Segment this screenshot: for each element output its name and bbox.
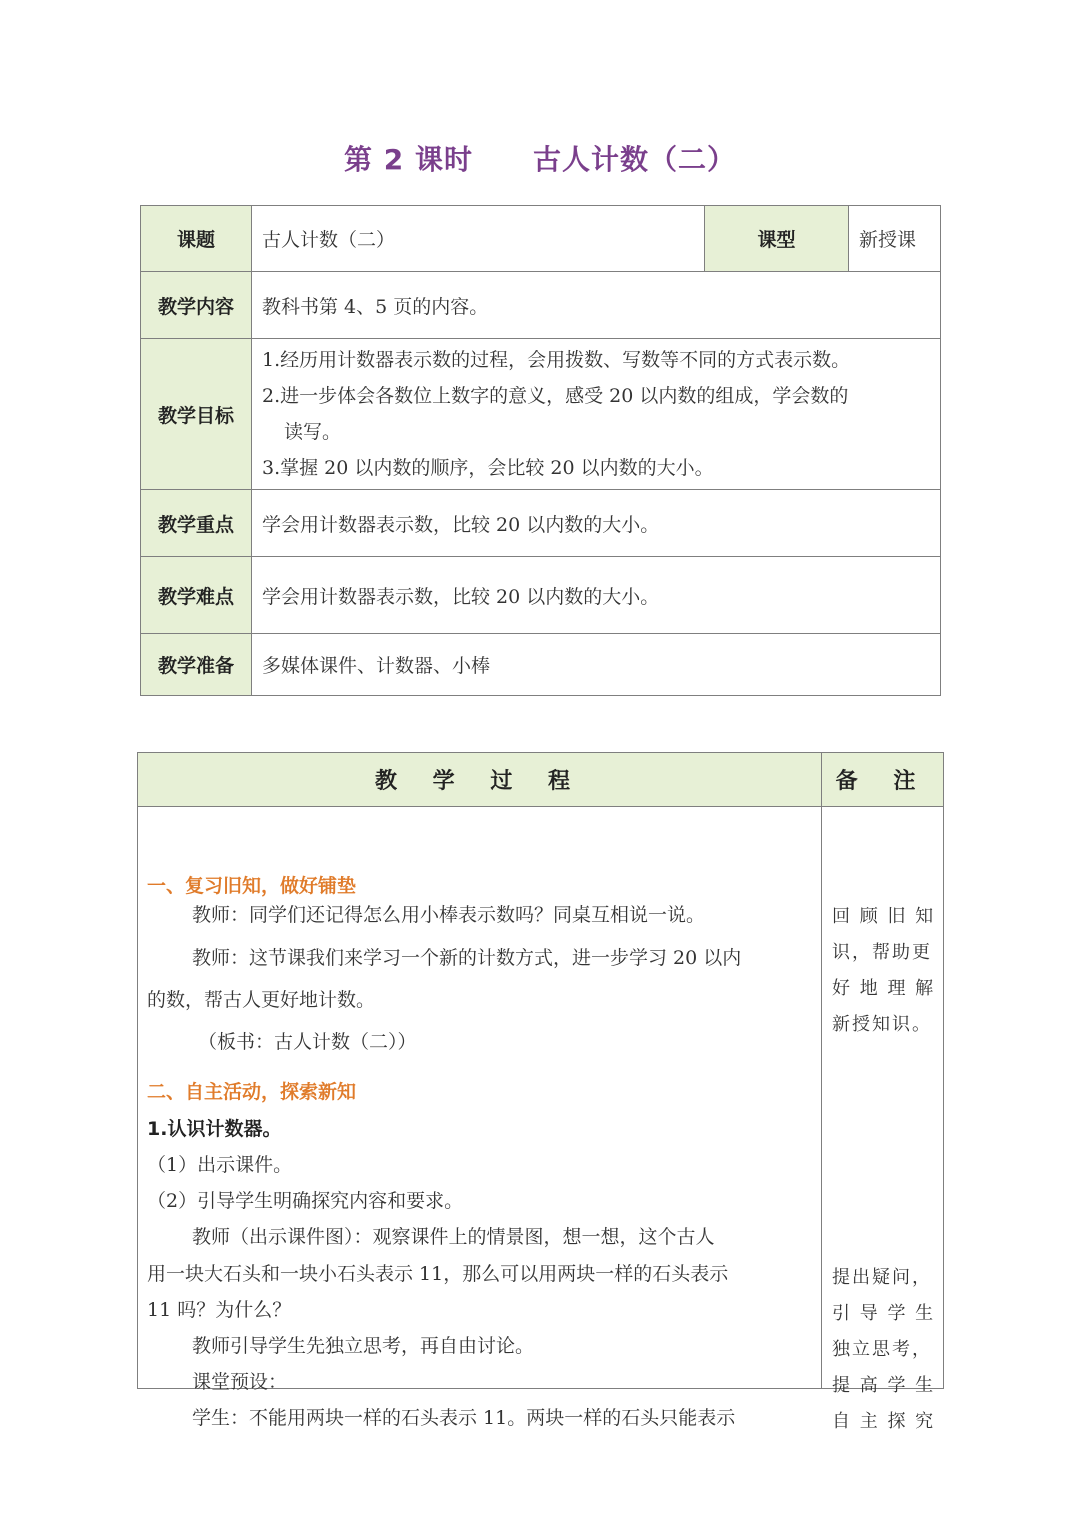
- type-label: 课型: [705, 206, 849, 272]
- topic-row: [141, 206, 941, 272]
- process-text: 学生：不能用两块一样的石头表示 11。两块一样的石头只能表示: [192, 1407, 736, 1429]
- section-heading: 二、自主活动，探索新知: [147, 1081, 357, 1103]
- goal-item: 3.掌握 20 以内数的顺序，会比较 20 以内数的大小。: [262, 457, 714, 479]
- process-text: 11 吗？为什么？: [147, 1299, 292, 1321]
- content-value: 教科书第 4、5 页的内容。: [252, 272, 941, 339]
- process-text: 教师：这节课我们来学习一个新的计数方式，进一步学习 20 以内: [192, 947, 742, 969]
- note-line: 回 顾 旧 知: [832, 906, 936, 927]
- prep-value: 多媒体课件、计数器、小棒: [252, 634, 941, 696]
- lesson-topic: 古人计数（二）: [532, 143, 736, 176]
- subsection-heading: 1.认识计数器。: [147, 1118, 282, 1140]
- key-row: [141, 490, 941, 557]
- note-cell: [822, 807, 944, 1432]
- note-line: 提出疑问，: [832, 1267, 932, 1288]
- note-line: 好 地 理 解: [832, 978, 936, 999]
- process-text: （1）出示课件。: [147, 1154, 293, 1176]
- content-row: [141, 272, 941, 339]
- process-text: 用一块大石头和一块小石头表示 11，那么可以用两块一样的石头表示: [147, 1263, 729, 1285]
- process-text: 教师引导学生先独立思考，再自由讨论。: [192, 1335, 535, 1357]
- note-header: 备 注: [822, 753, 944, 807]
- difficulty-label: 教学难点: [141, 557, 252, 634]
- process-text: 教师（出示课件图）：观察课件上的情景图，想一想，这个古人: [192, 1226, 715, 1248]
- difficulty-row: [141, 557, 941, 634]
- topic-label: 课题: [141, 206, 252, 272]
- process-text: 教师：同学们还记得怎么用小棒表示数吗？同桌互相说一说。: [192, 904, 706, 926]
- process-content-cell: [138, 807, 822, 1429]
- difficulty-value: 学会用计数器表示数，比较 20 以内数的大小。: [252, 557, 941, 634]
- board-writing: （板书：古人计数（二））: [198, 1031, 417, 1053]
- note-block-inquiry: [832, 1260, 936, 1440]
- goals-row: [141, 339, 941, 490]
- lesson-number: 第 2 课时: [344, 143, 473, 176]
- note-line: 识，帮助更: [832, 942, 932, 963]
- type-value: 新授课: [849, 206, 941, 272]
- note-line: 提 高 学 生: [832, 1375, 936, 1396]
- process-text: 课堂预设：: [192, 1371, 288, 1393]
- prep-row: [141, 634, 941, 696]
- topic-value: 古人计数（二）: [252, 206, 705, 272]
- content-label: 教学内容: [141, 272, 252, 339]
- goal-item: 1.经历用计数器表示数的过程，会用拨数、写数等不同的方式表示数。: [262, 349, 851, 371]
- key-value: 学会用计数器表示数，比较 20 以内数的大小。: [252, 490, 941, 557]
- key-label: 教学重点: [141, 490, 252, 557]
- goals-label: 教学目标: [141, 339, 252, 490]
- note-line: 自 主 探 究: [832, 1411, 936, 1432]
- page-title: [0, 138, 1080, 178]
- prep-label: 教学准备: [141, 634, 252, 696]
- note-line: 独立思考，: [832, 1339, 932, 1360]
- goal-item: 2.进一步体会各数位上数字的意义，感受 20 以内数的组成，学会数的: [262, 385, 849, 407]
- note-block-review: [832, 899, 936, 1043]
- process-text: 的数，帮古人更好地计数。: [147, 989, 376, 1011]
- process-header: 教 学 过 程: [138, 753, 822, 807]
- section-heading: 一、复习旧知，做好铺垫: [147, 875, 357, 897]
- teaching-process-table: [137, 752, 944, 1432]
- note-line: 引 导 学 生: [832, 1303, 936, 1324]
- goal-item: 读写。: [284, 421, 342, 443]
- lesson-info-table: [140, 205, 941, 696]
- goals-cell: [252, 339, 941, 490]
- note-line: 新授知识。: [832, 1014, 932, 1035]
- process-text: （2）引导学生明确探究内容和要求。: [147, 1190, 464, 1212]
